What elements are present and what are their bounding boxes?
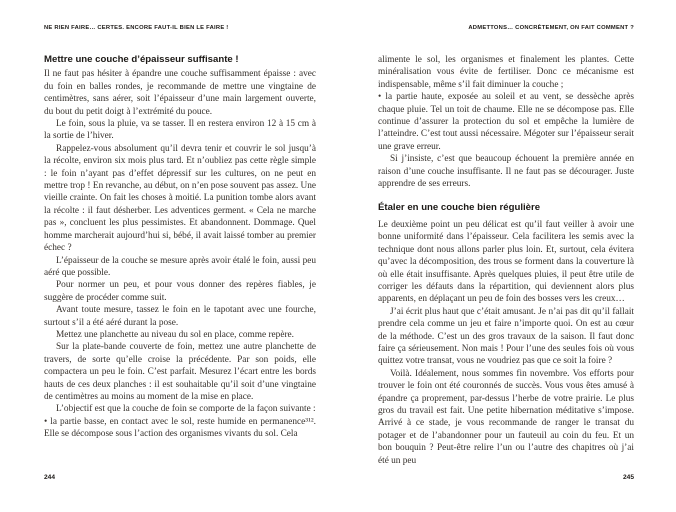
paragraph: Voilà. Idéalement, nous sommes fin novembre. Vos efforts pour trouver le foin ont été couronnés de succès. Vous vous êtes amusé à épandre ça proprement, par-dessus l’herbe de votre prairie. Le plus gros du travail est fait. Une petite hibernation méditative s’impose. Arrivé à ce stade, je vous recommande de ranger le transat du potager et de l’abandonner pour un fauteuil au coin du feu. Et un bon bouquin ? Peut-être relire l’un ou l’autre des chapitres où j’ai été un peu <box>378 368 634 466</box>
running-header-right: ADMETTONS… CONCRÈTEMENT, ON FAIT COMMENT ? <box>468 25 634 31</box>
page-body <box>44 54 316 466</box>
paragraph: Sur la plate-bande couverte de foin, mettez une autre planchette de travers, de sorte qu’elle croise la précédente. Par son poids, elle compactera un peu le foin. C’est parfait. Mesurez l’écart entre les bords hauts de ces deux planches : il est souhaitable qu’il soit d’une vingtaine de centimètres au moins au moment de la mise en place. <box>44 342 316 402</box>
page-number-right: 245 <box>622 474 634 481</box>
paragraph: alimente le sol, les organismes et finalement les plantes. Cette minéralisation vous évite de fertiliser. Donc ce mécanisme est indispensable, même s’il fait diminuer la couche ; <box>378 55 634 90</box>
paragraph: L’objectif est que la couche de foin se comporte de la façon suivante : <box>56 404 316 415</box>
paragraph: Rappelez-vous absolument qu’il devra tenir et couvrir le sol jusqu’à la récolte, environ six mois plus tard. Et n’oubliez pas cette règle simple : le foin n’ayant pas d’effet dépressif sur les cultures, on ne peut en mettre trop ! En revanche, au début, on n’en pose souvent pas assez. Une vieille crainte. On fait les choses à moitié. La punition tombe alors avant la récolte : il faut désherber. Les adventices germent. « Cela ne marche pas », concluent les plus pessimistes. Et abandonnent. Dommage. Quel homme marcherait aujourd’hui si, bébé, il avait laissé tomber au premier échec ? <box>44 143 316 254</box>
page-body <box>378 54 634 466</box>
paragraph: Mettez une planchette au niveau du sol en place, comme repère. <box>56 329 294 340</box>
section-heading: Mettre une couche d’épaisseur suffisante ! <box>44 54 239 65</box>
paragraph: J’ai écrit plus haut que c’était amusant. Je n’ai pas dit qu’il fallait prendre cela comme un jeu et faire n’importe quoi. On est au cœur de la méthode. C’est un des gros travaux de la saison. Il faut donc faire ça sérieusement. Non mais ! Pour l’une des seules fois où vous quittez votre transat, vous ne voudriez pas que ce soit la foire ? <box>378 306 634 367</box>
paragraph: Il ne faut pas hésiter à épandre une couche suffisamment épaisse : avec du foin en balles rondes, je recommande de mettre une vingtaine de centimètres, sans aérer, soit l’épaisseur d’une main largement ouverte, du bout du petit doigt à l’extrémité du pouce. <box>44 69 316 117</box>
paragraph: • la partie haute, exposée au soleil et au vent, se dessèche après chaque pluie. Tel un toit de chaume. Elle ne se décompose pas. Elle continue d’assurer la protection du sol et empêche la lumière de l’atteindre. C’est tout aussi nécessaire. Mégoter sur l’épaisseur serait une grave erreur. <box>378 92 634 152</box>
paragraph: Si j’insiste, c’est que beaucoup échouent la première année en raison d’une couche insuffisante. Il ne faut pas se décourager. Juste apprendre de ses erreurs. <box>378 154 634 190</box>
paragraph: • la partie basse, en contact avec le sol, reste humide en permanence³¹². Elle se décompose sous l’action des organismes vivants du sol. Cela <box>44 416 316 440</box>
section-heading: Étaler en une couche bien régulière <box>378 202 541 214</box>
page-number-left: 244 <box>44 474 56 481</box>
running-header-left: NE RIEN FAIRE… CERTES. ENCORE FAUT-IL BIEN LE FAIRE ! <box>44 25 229 31</box>
paragraph: L’épaisseur de la couche se mesure après avoir étalé le foin, aussi peu aéré que possible. <box>44 255 316 278</box>
paragraph: Avant toute mesure, tassez le foin en le tapotant avec une fourche, surtout s’il a été aéré durant la pose. <box>44 305 316 328</box>
paragraph: Le deuxième point un peu délicat est qu’il faut veiller à avoir une bonne uniformité dans l’épaisseur. Cela facilitera les semis avec la technique dont nous allons parler plus loin. Et, surtout, cela évitera qu’avec la décomposition, des trous se forment dans la couverture là où elle était insuffisante. Après quelques pluies, il peut être utile de corriger les défauts dans la répartition, qui deviennent alors plus apparents, en déplaçant un peu de foin des bosses vers les creux… <box>378 219 634 305</box>
paragraph: Le foin, sous la pluie, va se tasser. Il en restera environ 12 à 15 cm à la sortie de l’hiver. <box>44 119 316 142</box>
paragraph: Pour normer un peu, et pour vous donner des repères fiables, je suggère de procéder comme suit. <box>44 280 316 303</box>
